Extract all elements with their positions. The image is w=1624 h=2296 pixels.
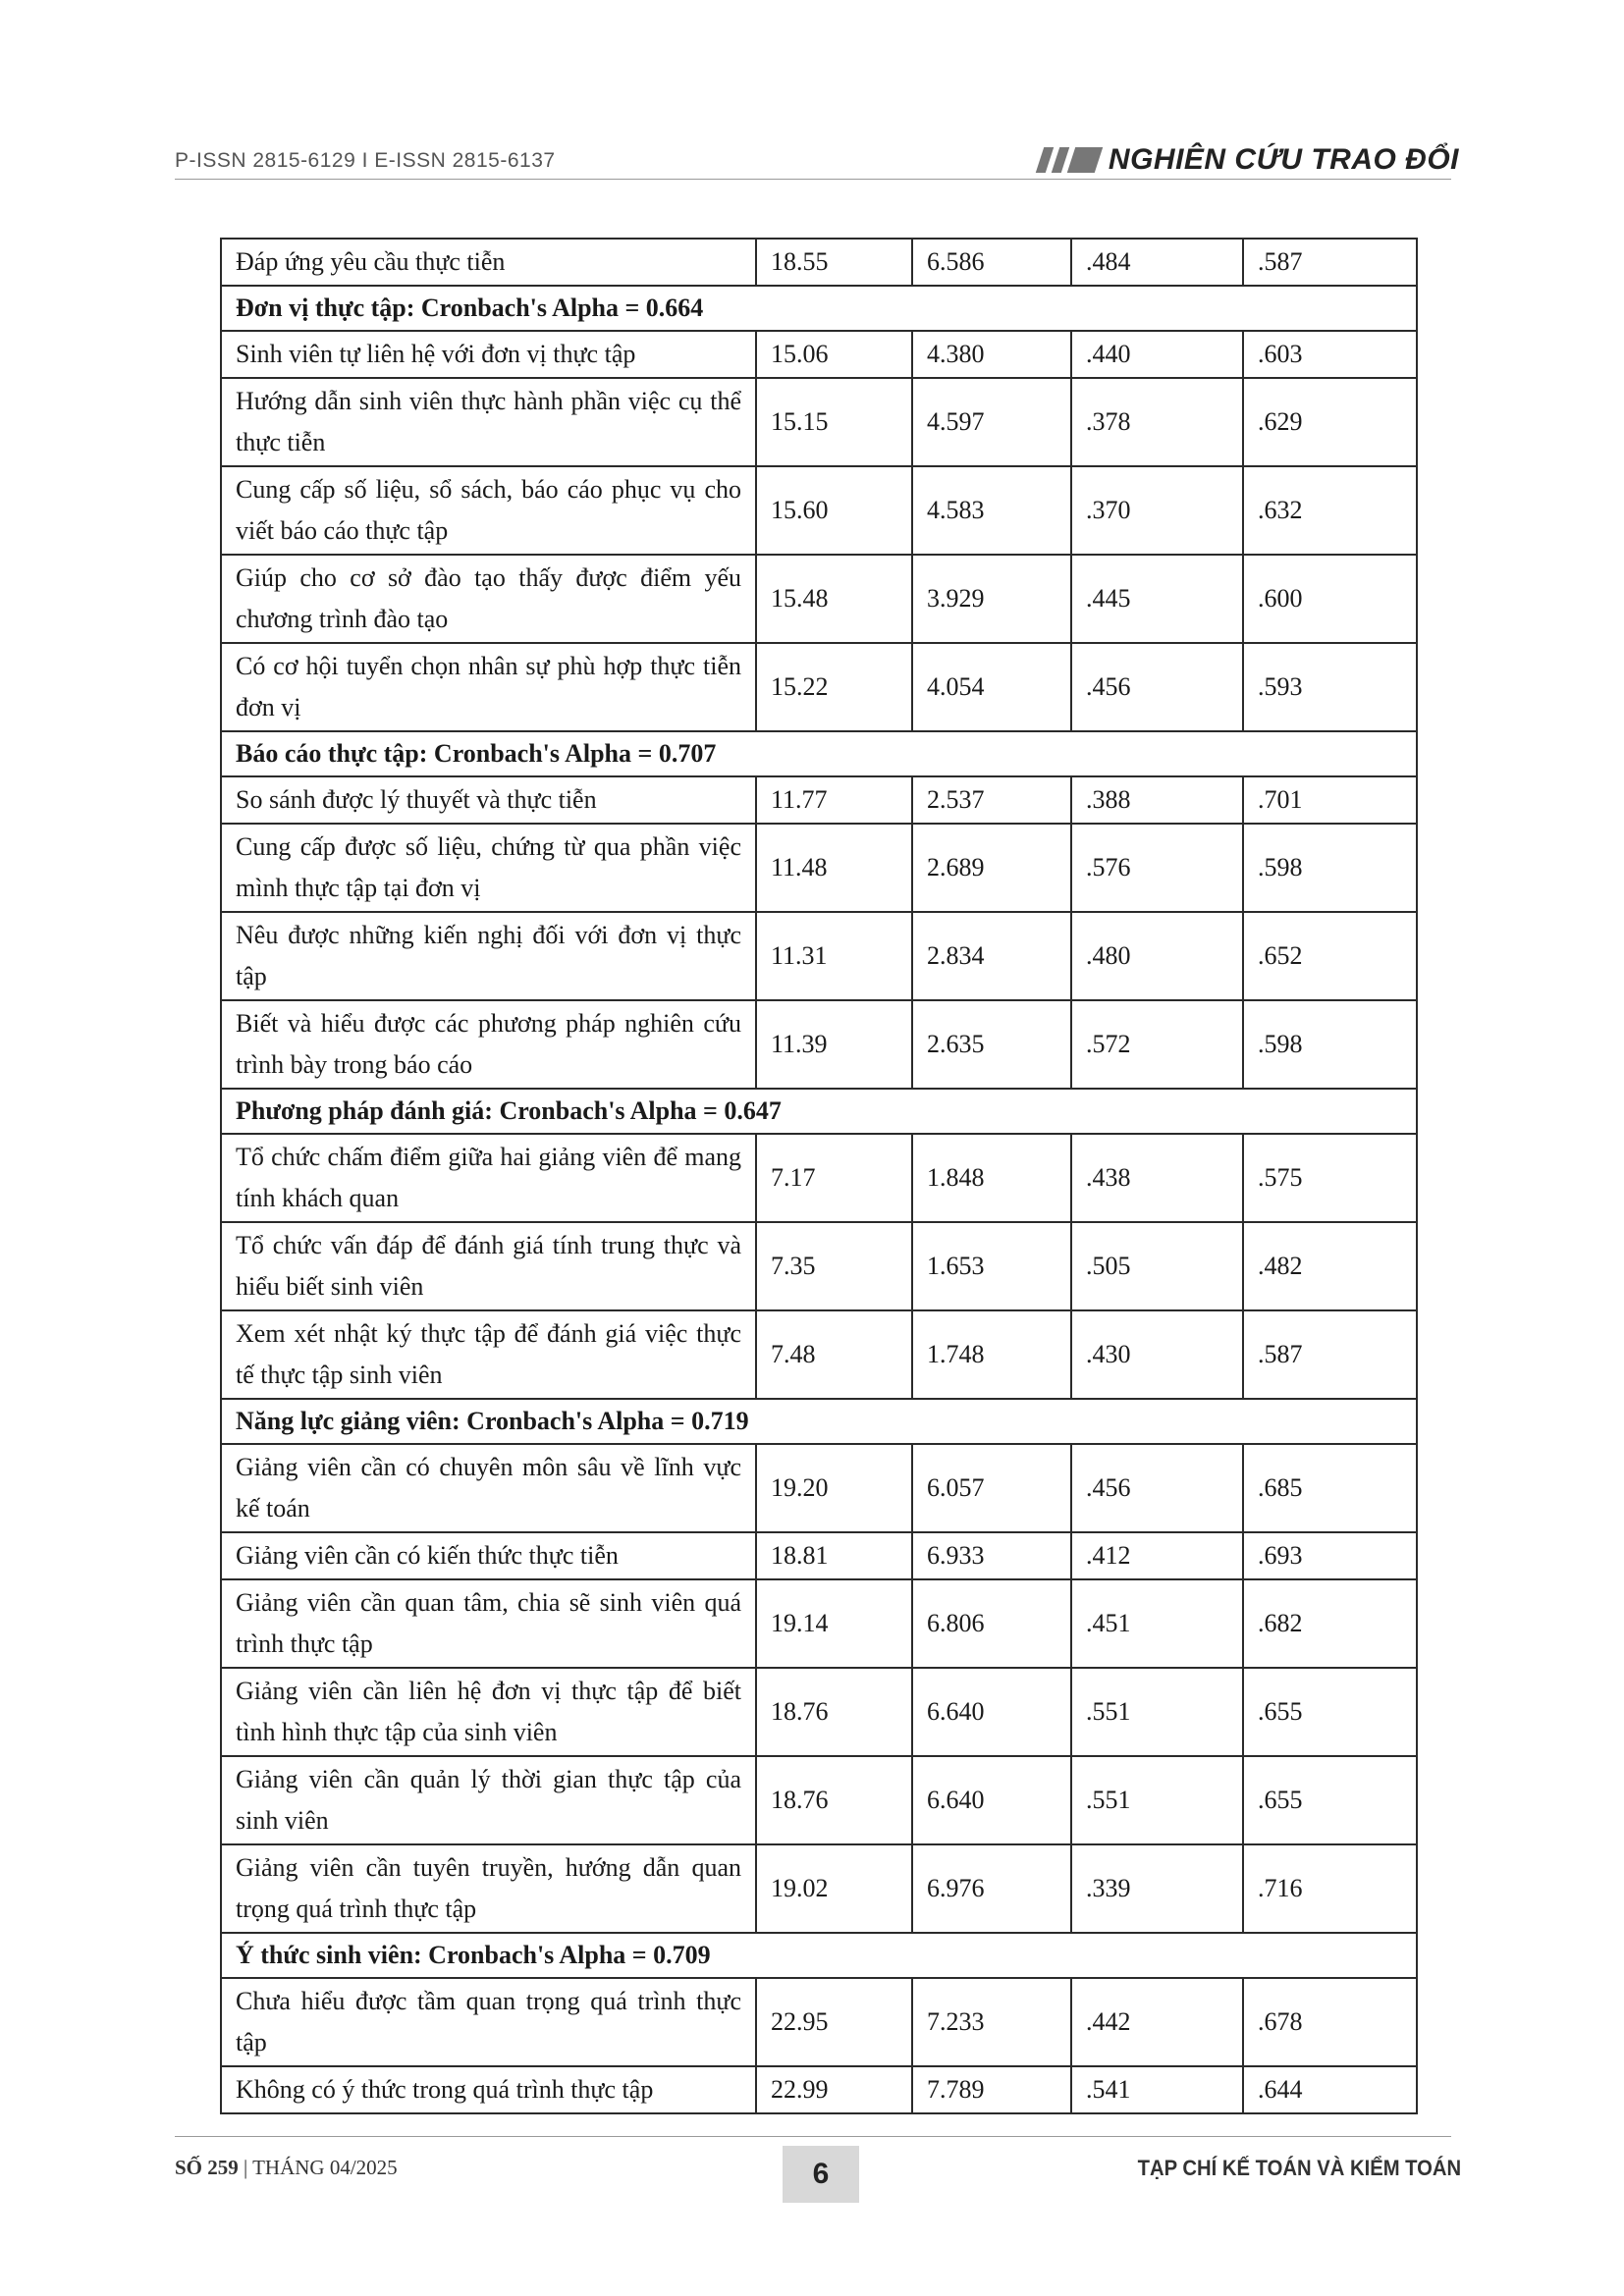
value-cell: 11.77: [756, 776, 912, 824]
issue-info: [175, 2156, 398, 2180]
value-cell: 6.640: [912, 1756, 1071, 1844]
value-cell: .629: [1243, 378, 1417, 466]
value-cell: 4.583: [912, 466, 1071, 555]
value-cell: .445: [1071, 555, 1243, 643]
table-row: [221, 912, 1417, 1000]
value-cell: .438: [1071, 1134, 1243, 1222]
value-cell: .484: [1071, 239, 1243, 286]
value-cell: 2.537: [912, 776, 1071, 824]
table-row: [221, 2066, 1417, 2113]
value-cell: 6.586: [912, 239, 1071, 286]
value-cell: 15.48: [756, 555, 912, 643]
table-row: [221, 1978, 1417, 2066]
section-row: [221, 1933, 1417, 1978]
issue-date: | THÁNG 04/2025: [244, 2156, 398, 2179]
header-divider: [175, 179, 1451, 180]
value-cell: 18.55: [756, 239, 912, 286]
value-cell: .575: [1243, 1134, 1417, 1222]
item-label: So sánh được lý thuyết và thực tiễn: [221, 776, 756, 824]
table-row: [221, 1000, 1417, 1089]
table-row: [221, 1844, 1417, 1933]
section-label: Đơn vị thực tập: Cronbach's Alpha = 0.664: [221, 286, 1417, 331]
value-cell: .505: [1071, 1222, 1243, 1310]
value-cell: .370: [1071, 466, 1243, 555]
item-label: Biết và hiểu được các phương pháp nghiên cứu trình bày trong báo cáo: [221, 1000, 756, 1089]
item-label: Giảng viên cần có kiến thức thực tiễn: [221, 1532, 756, 1579]
table-row: [221, 1310, 1417, 1399]
value-cell: .603: [1243, 331, 1417, 378]
value-cell: 2.635: [912, 1000, 1071, 1089]
section-row: [221, 1399, 1417, 1444]
value-cell: 11.31: [756, 912, 912, 1000]
header-bars-icon: [1040, 147, 1099, 173]
item-label: Giảng viên cần có chuyên môn sâu về lĩnh vực kế toán: [221, 1444, 756, 1532]
value-cell: 3.929: [912, 555, 1071, 643]
table-row: [221, 1579, 1417, 1668]
reliability-table-body: [221, 239, 1417, 2113]
table-row: [221, 1756, 1417, 1844]
table-row: [221, 331, 1417, 378]
value-cell: .442: [1071, 1978, 1243, 2066]
value-cell: 6.057: [912, 1444, 1071, 1532]
value-cell: 4.054: [912, 643, 1071, 731]
value-cell: 4.380: [912, 331, 1071, 378]
item-label: Cung cấp số liệu, sổ sách, báo cáo phục vụ cho viết báo cáo thực tập: [221, 466, 756, 555]
item-label: Tổ chức chấm điểm giữa hai giảng viên để mang tính khách quan: [221, 1134, 756, 1222]
item-label: Sinh viên tự liên hệ với đơn vị thực tập: [221, 331, 756, 378]
value-cell: 1.848: [912, 1134, 1071, 1222]
value-cell: 15.60: [756, 466, 912, 555]
value-cell: 19.02: [756, 1844, 912, 1933]
value-cell: .480: [1071, 912, 1243, 1000]
value-cell: .693: [1243, 1532, 1417, 1579]
value-cell: .682: [1243, 1579, 1417, 1668]
value-cell: .655: [1243, 1756, 1417, 1844]
value-cell: 11.39: [756, 1000, 912, 1089]
item-label: Giảng viên cần tuyên truyền, hướng dẫn quan trọng quá trình thực tập: [221, 1844, 756, 1933]
value-cell: .339: [1071, 1844, 1243, 1933]
value-cell: 7.17: [756, 1134, 912, 1222]
value-cell: .632: [1243, 466, 1417, 555]
table-row: [221, 1668, 1417, 1756]
table-row: [221, 239, 1417, 286]
value-cell: .456: [1071, 643, 1243, 731]
section-label: Ý thức sinh viên: Cronbach's Alpha = 0.709: [221, 1933, 1417, 1978]
value-cell: .576: [1071, 824, 1243, 912]
journal-name: TẠP CHÍ KẾ TOÁN VÀ KIỂM TOÁN: [1137, 2156, 1461, 2180]
value-cell: .541: [1071, 2066, 1243, 2113]
value-cell: 22.95: [756, 1978, 912, 2066]
value-cell: .451: [1071, 1579, 1243, 1668]
value-cell: 1.748: [912, 1310, 1071, 1399]
value-cell: 19.20: [756, 1444, 912, 1532]
issn-line: P-ISSN 2815-6129 I E-ISSN 2815-6137: [175, 149, 556, 172]
value-cell: 19.14: [756, 1579, 912, 1668]
table-row: [221, 1134, 1417, 1222]
value-cell: 22.99: [756, 2066, 912, 2113]
value-cell: .456: [1071, 1444, 1243, 1532]
value-cell: 11.48: [756, 824, 912, 912]
table-row: [221, 378, 1417, 466]
value-cell: .551: [1071, 1668, 1243, 1756]
section-label: Báo cáo thực tập: Cronbach's Alpha = 0.707: [221, 731, 1417, 776]
value-cell: .587: [1243, 239, 1417, 286]
value-cell: .598: [1243, 1000, 1417, 1089]
item-label: Cung cấp được số liệu, chứng từ qua phần việc mình thực tập tại đơn vị: [221, 824, 756, 912]
table-row: [221, 776, 1417, 824]
item-label: Đáp ứng yêu cầu thực tiễn: [221, 239, 756, 286]
value-cell: 7.233: [912, 1978, 1071, 2066]
value-cell: .652: [1243, 912, 1417, 1000]
value-cell: 7.789: [912, 2066, 1071, 2113]
value-cell: .587: [1243, 1310, 1417, 1399]
item-label: Không có ý thức trong quá trình thực tập: [221, 2066, 756, 2113]
value-cell: 15.06: [756, 331, 912, 378]
section-row: [221, 731, 1417, 776]
value-cell: .378: [1071, 378, 1243, 466]
section-row: [221, 1089, 1417, 1134]
value-cell: .551: [1071, 1756, 1243, 1844]
value-cell: 18.76: [756, 1668, 912, 1756]
value-cell: .598: [1243, 824, 1417, 912]
table-row: [221, 1444, 1417, 1532]
item-label: Giúp cho cơ sở đào tạo thấy được điểm yếu chương trình đào tạo: [221, 555, 756, 643]
value-cell: 15.22: [756, 643, 912, 731]
table-row: [221, 555, 1417, 643]
item-label: Hướng dẫn sinh viên thực hành phần việc cụ thể thực tiễn: [221, 378, 756, 466]
value-cell: .412: [1071, 1532, 1243, 1579]
value-cell: .678: [1243, 1978, 1417, 2066]
table-row: [221, 824, 1417, 912]
issue-number: SỐ 259: [175, 2156, 239, 2179]
value-cell: 18.76: [756, 1756, 912, 1844]
value-cell: 2.834: [912, 912, 1071, 1000]
footer-divider: [175, 2136, 1451, 2137]
item-label: Có cơ hội tuyển chọn nhân sự phù hợp thực tiễn đơn vị: [221, 643, 756, 731]
value-cell: 7.35: [756, 1222, 912, 1310]
value-cell: 6.640: [912, 1668, 1071, 1756]
reliability-table: [220, 238, 1418, 2114]
table-row: [221, 1532, 1417, 1579]
value-cell: 4.597: [912, 378, 1071, 466]
section-label: Phương pháp đánh giá: Cronbach's Alpha = 0.647: [221, 1089, 1417, 1134]
value-cell: .572: [1071, 1000, 1243, 1089]
table-row: [221, 466, 1417, 555]
value-cell: .655: [1243, 1668, 1417, 1756]
value-cell: .600: [1243, 555, 1417, 643]
value-cell: .685: [1243, 1444, 1417, 1532]
value-cell: 7.48: [756, 1310, 912, 1399]
section-heading: [1040, 143, 1459, 177]
value-cell: 18.81: [756, 1532, 912, 1579]
value-cell: .440: [1071, 331, 1243, 378]
section-label: Năng lực giảng viên: Cronbach's Alpha = 0.719: [221, 1399, 1417, 1444]
value-cell: .482: [1243, 1222, 1417, 1310]
value-cell: .716: [1243, 1844, 1417, 1933]
value-cell: .701: [1243, 776, 1417, 824]
value-cell: 1.653: [912, 1222, 1071, 1310]
value-cell: .593: [1243, 643, 1417, 731]
table-row: [221, 643, 1417, 731]
table-row: [221, 1222, 1417, 1310]
item-label: Xem xét nhật ký thực tập để đánh giá việc thực tế thực tập sinh viên: [221, 1310, 756, 1399]
value-cell: 15.15: [756, 378, 912, 466]
item-label: Giảng viên cần liên hệ đơn vị thực tập để biết tình hình thực tập của sinh viên: [221, 1668, 756, 1756]
item-label: Chưa hiểu được tầm quan trọng quá trình thực tập: [221, 1978, 756, 2066]
section-title: NGHIÊN CỨU TRAO ĐỔI: [1108, 143, 1459, 176]
section-row: [221, 286, 1417, 331]
value-cell: .388: [1071, 776, 1243, 824]
item-label: Tổ chức vấn đáp để đánh giá tính trung thực và hiểu biết sinh viên: [221, 1222, 756, 1310]
page-number: 6: [783, 2146, 859, 2203]
item-label: Giảng viên cần quản lý thời gian thực tập của sinh viên: [221, 1756, 756, 1844]
item-label: Nêu được những kiến nghị đối với đơn vị thực tập: [221, 912, 756, 1000]
value-cell: .644: [1243, 2066, 1417, 2113]
item-label: Giảng viên cần quan tâm, chia sẽ sinh viên quá trình thực tập: [221, 1579, 756, 1668]
value-cell: 2.689: [912, 824, 1071, 912]
value-cell: .430: [1071, 1310, 1243, 1399]
value-cell: 6.933: [912, 1532, 1071, 1579]
value-cell: 6.806: [912, 1579, 1071, 1668]
value-cell: 6.976: [912, 1844, 1071, 1933]
